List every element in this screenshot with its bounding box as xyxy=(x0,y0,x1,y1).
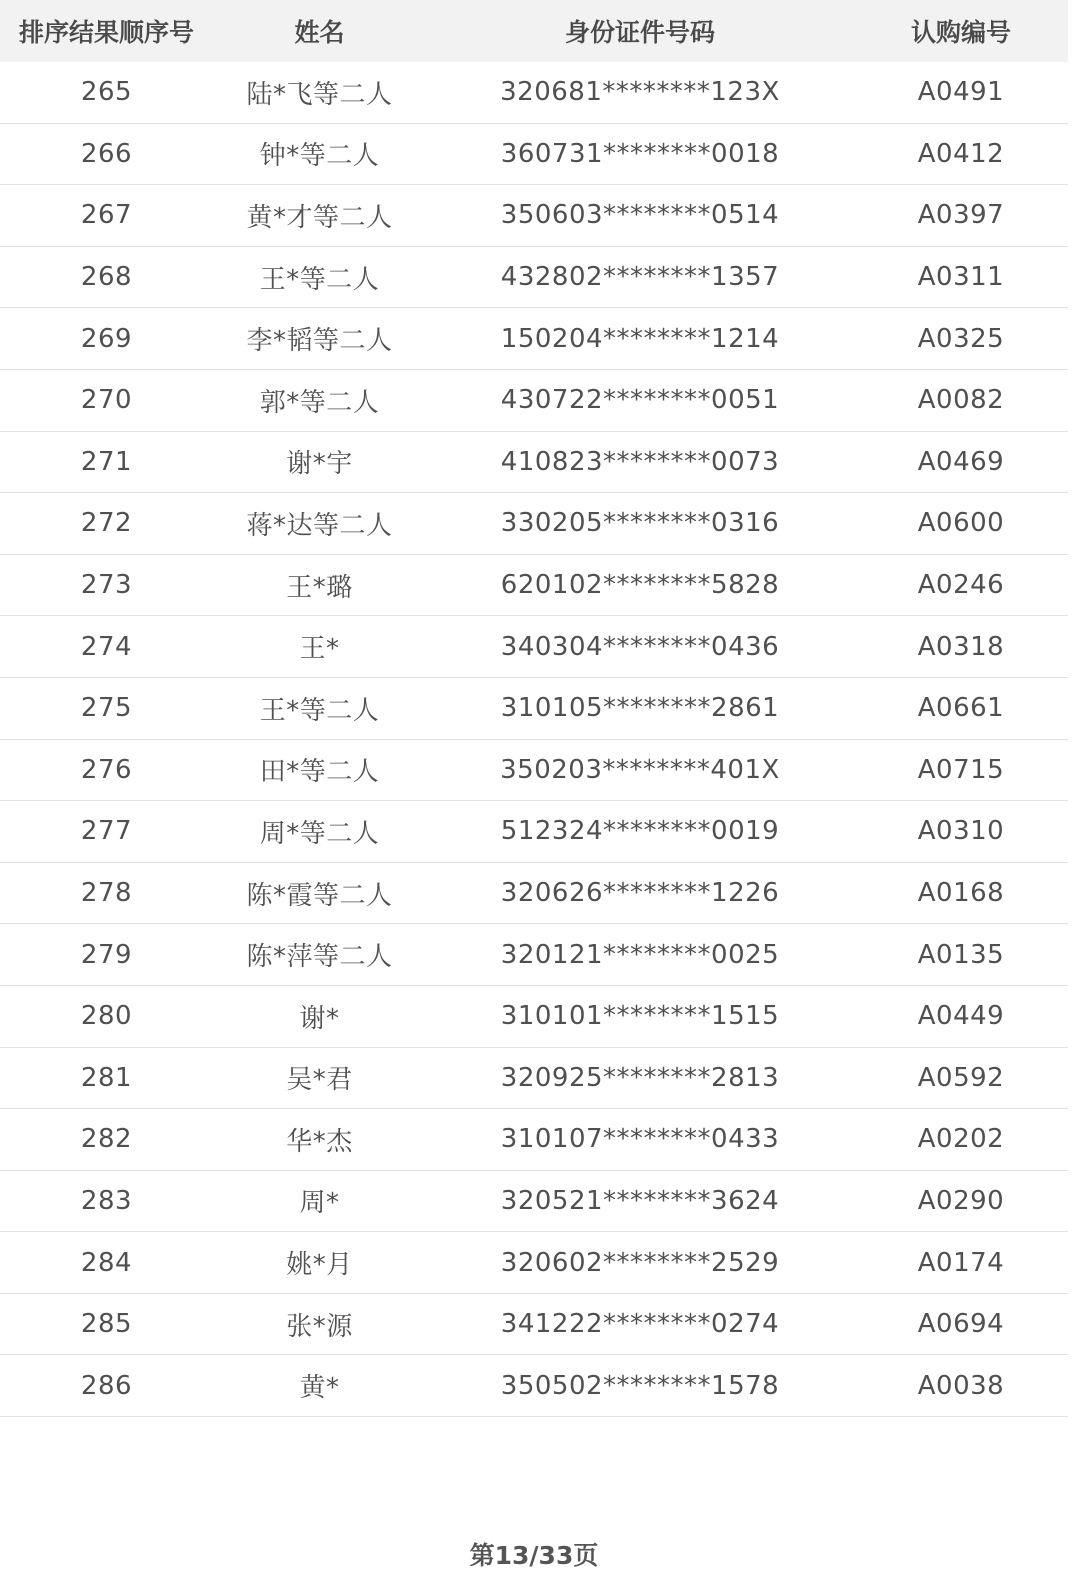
cell-id-number: 320681********123X xyxy=(500,77,780,108)
cell-name: 蒋*达等二人 xyxy=(246,510,393,541)
table-row xyxy=(0,185,1068,247)
cell-name: 陈*霞等二人 xyxy=(246,880,393,911)
cell-order: 267 xyxy=(80,200,133,231)
table-row xyxy=(0,370,1068,432)
cell-subscription-number: A0174 xyxy=(917,1247,1005,1278)
table-row xyxy=(0,801,1068,863)
cell-name: 郭*等二人 xyxy=(259,387,380,418)
cell-order: 277 xyxy=(80,816,133,847)
cell-name: 黄* xyxy=(299,1373,340,1404)
cell-order: 279 xyxy=(80,939,133,970)
table-header xyxy=(0,0,1068,62)
cell-subscription-number: A0318 xyxy=(917,631,1005,662)
cell-subscription-number: A0715 xyxy=(917,754,1005,785)
page-indicator: 第13/33页 xyxy=(469,1541,599,1570)
cell-subscription-number: A0397 xyxy=(917,200,1005,231)
cell-order: 272 xyxy=(80,508,133,539)
cell-order: 286 xyxy=(80,1370,133,1401)
cell-name: 陆*飞等二人 xyxy=(246,79,393,110)
table-body xyxy=(0,62,1068,1417)
cell-subscription-number: A0600 xyxy=(917,508,1005,539)
cell-subscription-number: A0290 xyxy=(917,1185,1005,1216)
cell-id-number: 330205********0316 xyxy=(500,508,780,539)
cell-id-number: 320521********3624 xyxy=(500,1185,780,1216)
table-row xyxy=(0,986,1068,1048)
cell-id-number: 320626********1226 xyxy=(500,878,780,909)
table-row xyxy=(0,308,1068,370)
cell-order: 274 xyxy=(80,631,133,662)
cell-order: 269 xyxy=(80,323,133,354)
cell-name: 黄*才等二人 xyxy=(246,202,393,233)
cell-name: 李*韬等二人 xyxy=(246,326,393,357)
cell-subscription-number: A0661 xyxy=(917,693,1005,724)
cell-name: 周*等二人 xyxy=(259,818,380,849)
column-header-name: 姓名 xyxy=(294,18,345,47)
cell-name: 钟*等二人 xyxy=(259,141,380,172)
cell-order: 265 xyxy=(80,77,133,108)
cell-subscription-number: A0202 xyxy=(917,1124,1005,1155)
cell-order: 266 xyxy=(80,138,133,169)
cell-subscription-number: A0082 xyxy=(917,385,1005,416)
cell-name: 王*等二人 xyxy=(259,264,380,295)
cell-order: 276 xyxy=(80,754,133,785)
cell-order: 275 xyxy=(80,693,133,724)
table-row xyxy=(0,493,1068,555)
cell-subscription-number: A0491 xyxy=(917,77,1005,108)
cell-id-number: 340304********0436 xyxy=(500,631,780,662)
cell-id-number: 320925********2813 xyxy=(500,1062,780,1093)
cell-id-number: 320121********0025 xyxy=(500,939,780,970)
cell-subscription-number: A0246 xyxy=(917,570,1005,601)
cell-id-number: 310105********2861 xyxy=(500,693,780,724)
cell-subscription-number: A0694 xyxy=(917,1309,1005,1340)
cell-subscription-number: A0311 xyxy=(917,262,1005,293)
cell-id-number: 620102********5828 xyxy=(500,570,780,601)
cell-subscription-number: A0168 xyxy=(917,878,1005,909)
table-row xyxy=(0,924,1068,986)
cell-subscription-number: A0469 xyxy=(917,446,1005,477)
table-row xyxy=(0,555,1068,617)
cell-id-number: 350603********0514 xyxy=(500,200,780,231)
cell-name: 吴*君 xyxy=(286,1065,353,1096)
table-row xyxy=(0,863,1068,925)
table-row xyxy=(0,1355,1068,1417)
cell-order: 280 xyxy=(80,1001,133,1032)
cell-subscription-number: A0310 xyxy=(917,816,1005,847)
column-header-id-number: 身份证件号码 xyxy=(564,18,715,47)
cell-name: 张*源 xyxy=(286,1311,353,1342)
cell-name: 姚*月 xyxy=(286,1250,353,1281)
cell-subscription-number: A0135 xyxy=(917,939,1005,970)
cell-id-number: 512324********0019 xyxy=(500,816,780,847)
cell-name: 王*璐 xyxy=(286,572,353,603)
cell-id-number: 341222********0274 xyxy=(500,1309,780,1340)
table-row xyxy=(0,247,1068,309)
cell-name: 王*等二人 xyxy=(259,695,380,726)
cell-id-number: 150204********1214 xyxy=(500,323,780,354)
cell-order: 270 xyxy=(80,385,133,416)
cell-id-number: 430722********0051 xyxy=(500,385,780,416)
table-row xyxy=(0,740,1068,802)
table-row xyxy=(0,124,1068,186)
cell-id-number: 360731********0018 xyxy=(500,138,780,169)
cell-id-number: 310107********0433 xyxy=(500,1124,780,1155)
cell-order: 273 xyxy=(80,570,133,601)
cell-subscription-number: A0592 xyxy=(917,1062,1005,1093)
cell-order: 282 xyxy=(80,1124,133,1155)
cell-subscription-number: A0325 xyxy=(917,323,1005,354)
cell-order: 281 xyxy=(80,1062,133,1093)
table-row xyxy=(0,678,1068,740)
cell-order: 283 xyxy=(80,1185,133,1216)
cell-id-number: 310101********1515 xyxy=(500,1001,780,1032)
cell-id-number: 410823********0073 xyxy=(500,446,780,477)
cell-subscription-number: A0412 xyxy=(917,138,1005,169)
cell-order: 278 xyxy=(80,878,133,909)
cell-id-number: 350502********1578 xyxy=(500,1370,780,1401)
table-row xyxy=(0,432,1068,494)
cell-subscription-number: A0038 xyxy=(917,1370,1005,1401)
cell-subscription-number: A0449 xyxy=(917,1001,1005,1032)
cell-order: 268 xyxy=(80,262,133,293)
cell-name: 华*杰 xyxy=(286,1126,353,1157)
column-header-order: 排序结果顺序号 xyxy=(18,18,194,47)
cell-order: 285 xyxy=(80,1309,133,1340)
table-row xyxy=(0,1171,1068,1233)
cell-name: 周* xyxy=(299,1188,340,1219)
table-row xyxy=(0,62,1068,124)
cell-id-number: 350203********401X xyxy=(500,754,780,785)
cell-order: 284 xyxy=(80,1247,133,1278)
cell-id-number: 320602********2529 xyxy=(500,1247,780,1278)
cell-id-number: 432802********1357 xyxy=(500,262,780,293)
cell-name: 陈*萍等二人 xyxy=(246,942,393,973)
table-row xyxy=(0,616,1068,678)
cell-name: 谢*宇 xyxy=(286,449,353,480)
cell-name: 王* xyxy=(299,634,340,665)
cell-name: 谢* xyxy=(299,1003,340,1034)
table-row xyxy=(0,1232,1068,1294)
table-row xyxy=(0,1109,1068,1171)
table-row xyxy=(0,1294,1068,1356)
cell-name: 田*等二人 xyxy=(259,757,380,788)
cell-order: 271 xyxy=(80,446,133,477)
column-header-subscription-number: 认购编号 xyxy=(910,18,1011,47)
table-row xyxy=(0,1048,1068,1110)
